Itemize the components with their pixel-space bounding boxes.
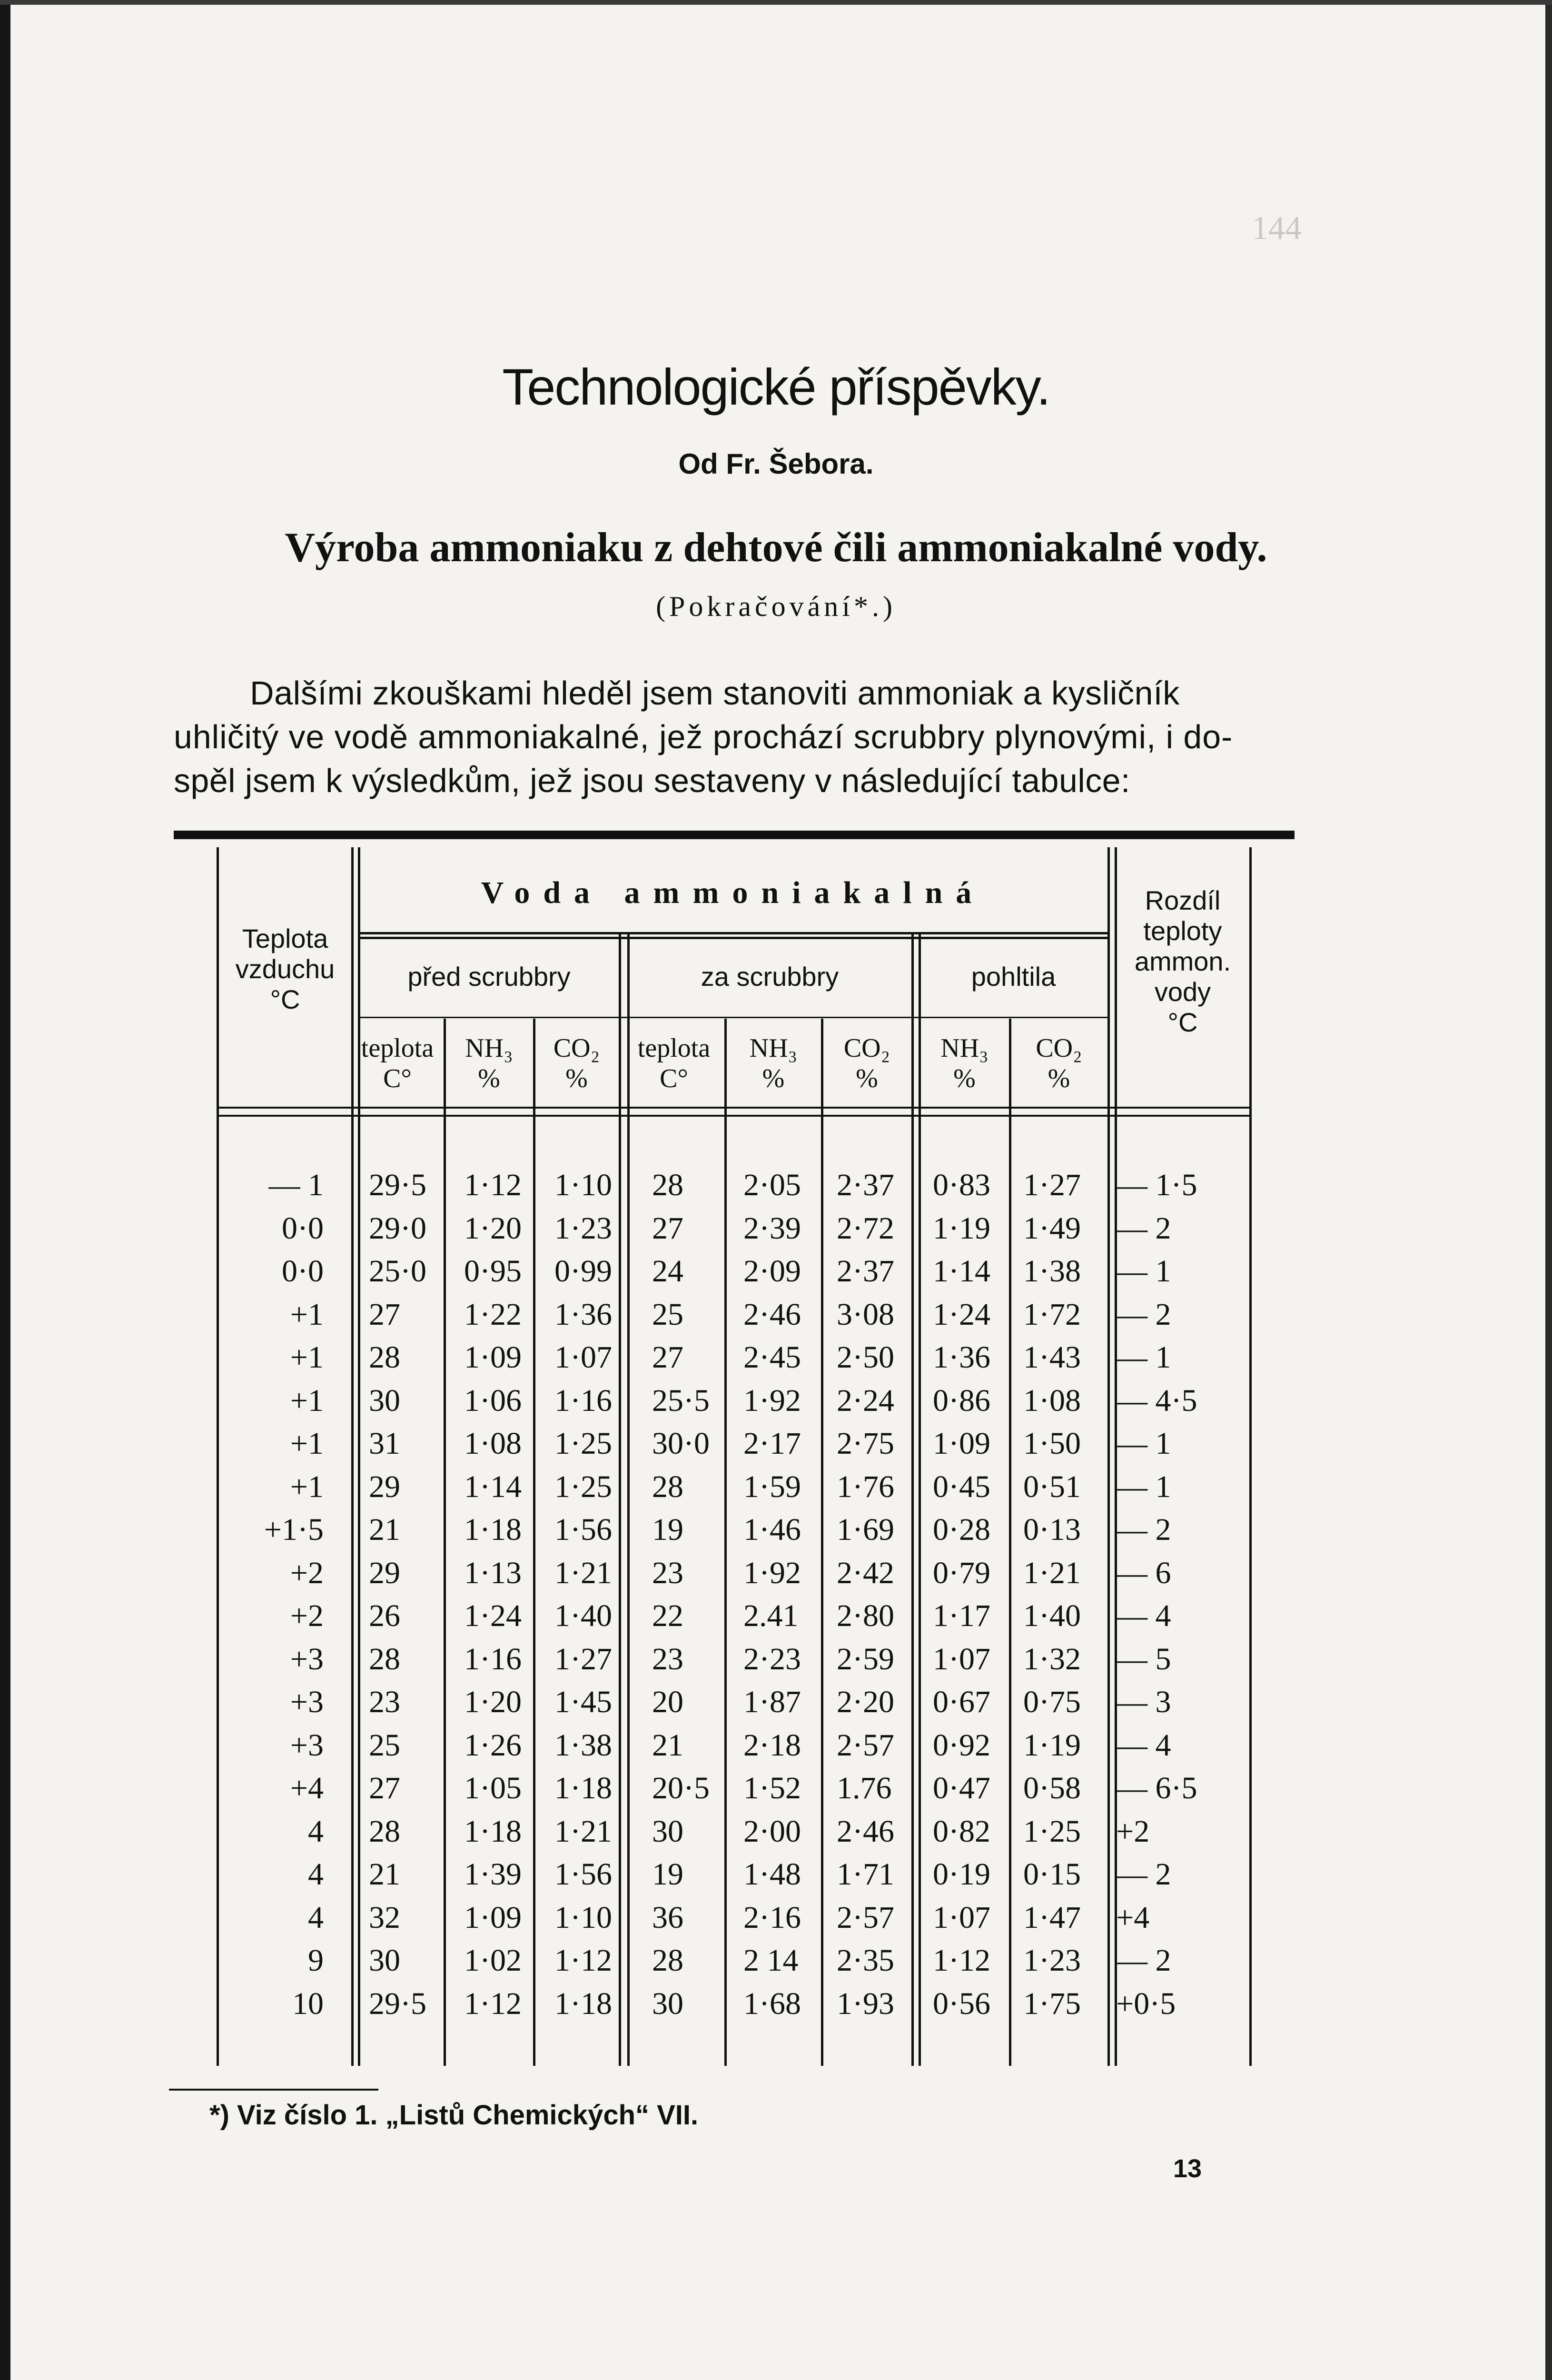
table-cell-before_nh3: 1·16 [464,1641,522,1676]
table-cell-after_co2: 2·37 [837,1168,894,1202]
table-cell-before_nh3: 1·05 [464,1771,522,1805]
table-cell-after_nh3: 2·18 [743,1727,801,1763]
table-cell-absorbed_nh3: 1·07 [933,1900,990,1935]
header-line: Teplota [242,923,328,953]
unit-line: CO₂ [843,1033,890,1063]
header-line: Rozdíl [1145,885,1221,915]
table-rule [217,1115,1252,1117]
table-cell-before_co2: 1·25 [554,1426,612,1461]
table-cell-after_co2: 2·46 [837,1814,894,1849]
unit-co2 [822,1033,911,1094]
table-cell-after_co2: 2·72 [837,1210,894,1246]
table-rule [627,933,630,2066]
table-cell-absorbed_co2: 1·25 [1023,1814,1081,1849]
table-cell-before_nh3: 1·13 [464,1555,522,1590]
table-cell-absorbed_co2: 1·43 [1023,1340,1081,1375]
table-cell-absorbed_co2: 1·75 [1023,1986,1081,2021]
table-cell-absorbed_nh3: 1·07 [933,1641,990,1676]
continuation-note: (Pokračování*.) [656,591,896,622]
header-line: °C [1167,1007,1198,1037]
table-rule [351,847,354,2066]
table-cell-absorbed_nh3: 0·86 [933,1383,990,1418]
table-cell-air_temp: +2 [290,1598,324,1633]
table-cell-before_co2: 1·10 [554,1168,612,1202]
table-cell-air_temp: 10 [292,1986,324,2021]
table-cell-before_co2: 1·36 [554,1297,612,1332]
table-cell-after_nh3: 2·05 [743,1168,801,1202]
table-cell-absorbed_co2: 1·27 [1023,1168,1081,1202]
table-rule [724,1019,727,2066]
table-cell-before_co2: 1·07 [554,1340,612,1375]
unit-temp [623,1033,724,1094]
table-cell-absorbed_nh3: 1·19 [933,1210,990,1246]
table-cell-temp_diff: — 1 [1116,1340,1171,1375]
table-cell-after_co2: 2·59 [837,1641,894,1676]
table-cell-before_co2: 1·18 [554,1986,612,2021]
table-cell-before_temp: 29·5 [369,1986,426,2021]
table-cell-after_co2: 2·35 [837,1943,894,1978]
table-cell-absorbed_nh3: 0·79 [933,1555,990,1590]
table-cell-before_temp: 29·0 [369,1210,426,1246]
table-cell-after_co2: 2·75 [837,1426,894,1461]
table-cell-after_temp: 21 [652,1727,683,1763]
table-cell-after_temp: 36 [652,1900,683,1935]
table-cell-before_nh3: 0·95 [464,1254,522,1289]
table-cell-absorbed_co2: 1·38 [1023,1254,1081,1289]
table-cell-absorbed_co2: 1·32 [1023,1641,1081,1676]
table-cell-before_nh3: 1·14 [464,1469,522,1504]
table-cell-after_nh3: 2·16 [743,1900,801,1935]
table-rule [358,847,360,2066]
table-cell-temp_diff: — 2 [1116,1512,1171,1547]
table-rule [217,1107,1252,1109]
table-cell-after_temp: 19 [652,1512,683,1547]
table-cell-absorbed_co2: 0·75 [1023,1685,1081,1719]
table-cell-absorbed_nh3: 1·24 [933,1297,990,1332]
table-cell-before_nh3: 1·18 [464,1814,522,1849]
table-cell-after_nh3: 1·92 [743,1555,801,1590]
table-cell-absorbed_nh3: 0·67 [933,1685,990,1719]
table-cell-before_nh3: 1·09 [464,1900,522,1935]
table-cell-after_temp: 20·5 [652,1771,710,1805]
table-cell-before_co2: 1·18 [554,1771,612,1805]
table-rule [1107,847,1110,2066]
table-cell-temp_diff: — 5 [1116,1641,1171,1676]
table-cell-air_temp: +1 [290,1297,324,1332]
unit-line: NH₃ [749,1033,798,1063]
table-cell-absorbed_nh3: 1·09 [933,1426,990,1461]
table-cell-absorbed_nh3: 0·47 [933,1771,990,1805]
table-cell-temp_diff: +4 [1116,1900,1150,1935]
table-cell-air_temp: +1·5 [264,1512,324,1547]
table-cell-temp_diff: +0·5 [1116,1986,1176,2021]
table-cell-absorbed_nh3: 1·12 [933,1943,990,1978]
table-cell-after_co2: 1·76 [837,1469,894,1504]
table-cell-before_nh3: 1·09 [464,1340,522,1375]
table-cell-before_temp: 30 [369,1943,400,1978]
table-cell-air_temp: +1 [290,1383,324,1418]
table-cell-after_nh3: 1·87 [743,1685,801,1719]
header-line: °C [270,984,300,1014]
unit-line: % [762,1064,785,1093]
table-cell-after_nh3: 2·17 [743,1426,801,1461]
paragraph-line: uhličitý ve vodě ammoniakalné, jež prochází scrubbry plynovými, i do- [174,718,1233,755]
table-cell-before_temp: 23 [369,1685,400,1719]
table-cell-absorbed_co2: 1·50 [1023,1426,1081,1461]
article-subtitle: Výroba ammoniaku z dehtové čili ammoniakalné vody. [285,525,1267,571]
table-cell-before_temp: 28 [369,1814,400,1849]
unit-nh3 [920,1033,1009,1094]
table-cell-after_nh3: 1·59 [743,1469,801,1504]
table-cell-air_temp: 4 [308,1857,324,1892]
table-cell-absorbed_nh3: 1·17 [933,1598,990,1633]
table-cell-air_temp: +1 [290,1469,324,1504]
table-cell-before_temp: 29 [369,1469,400,1504]
table-cell-temp_diff: — 2 [1116,1210,1171,1246]
table-cell-absorbed_co2: 1·40 [1023,1598,1081,1633]
table-cell-after_nh3: 1·92 [743,1383,801,1418]
table-cell-absorbed_nh3: 0·83 [933,1168,990,1202]
table-cell-absorbed_co2: 1·19 [1023,1727,1081,1763]
table-cell-after_nh3: 2·09 [743,1254,801,1289]
table-cell-air_temp: +3 [290,1685,324,1719]
table-cell-absorbed_co2: 1·08 [1023,1383,1081,1418]
table-rule [1009,1019,1011,2066]
table-cell-before_temp: 32 [369,1900,400,1935]
table-cell-after_co2: 1·93 [837,1986,894,2021]
unit-co2 [534,1033,619,1094]
scan-edge-top [0,0,1552,5]
footnote: *) Viz číslo 1. „Listů Chemických“ VII. [209,2100,699,2131]
table-cell-after_nh3: 1·52 [743,1771,801,1805]
table-cell-absorbed_nh3: 1·36 [933,1340,990,1375]
footnote-rule [169,2089,378,2091]
table-cell-temp_diff: — 3 [1116,1685,1171,1719]
header-line: vody [1154,977,1211,1007]
table-cell-absorbed_co2: 0·51 [1023,1469,1081,1504]
table-cell-after_temp: 25 [652,1297,683,1332]
table-cell-temp_diff: — 2 [1116,1857,1171,1892]
paragraph-line: Dalšími zkouškami hleděl jsem stanoviti ammoniak a kysličník [250,674,1180,712]
table-cell-absorbed_co2: 1·72 [1023,1297,1081,1332]
table-cell-temp_diff: +2 [1116,1814,1150,1849]
table-cell-air_temp: 4 [308,1814,324,1849]
unit-line: CO₂ [553,1033,600,1063]
table-cell-before_co2: 1·38 [554,1727,612,1763]
table-cell-absorbed_nh3: 0·19 [933,1857,990,1892]
table-cell-after_temp: 30 [652,1986,683,2021]
table-cell-after_nh3: 1·48 [743,1857,801,1892]
table-rule [619,933,621,2066]
table-cell-after_temp: 22 [652,1598,683,1633]
table-cell-before_nh3: 1·20 [464,1210,522,1246]
table-cell-before_temp: 27 [369,1771,400,1805]
table-cell-temp_diff: — 4 [1116,1598,1171,1633]
table-cell-absorbed_co2: 1·47 [1023,1900,1081,1935]
table-cell-after_temp: 28 [652,1943,683,1978]
table-cell-after_co2: 2·24 [837,1383,894,1418]
table-cell-before_temp: 31 [369,1426,400,1461]
table-cell-air_temp: — 1 [268,1168,324,1202]
table-cell-after_temp: 27 [652,1340,683,1375]
table-cell-after_co2: 2·57 [837,1727,894,1763]
table-cell-before_co2: 1·56 [554,1512,612,1547]
table-cell-temp_diff: — 2 [1116,1297,1171,1332]
table-cell-temp_diff: — 4 [1116,1727,1171,1763]
unit-line: CO₂ [1036,1033,1082,1063]
unit-temp [347,1033,447,1094]
col-header-air-temp [219,923,351,1015]
table-cell-before_co2: 1·21 [554,1555,612,1590]
header-line: teploty [1143,916,1222,946]
intro-paragraph [174,671,1297,803]
table-rule [444,1019,446,2066]
table-cell-before_co2: 1·16 [554,1383,612,1418]
table-cell-before_nh3: 1·12 [464,1986,522,2021]
table-cell-after_temp: 23 [652,1555,683,1590]
table-cell-before_co2: 1·10 [554,1900,612,1935]
page-number: 13 [1173,2154,1202,2183]
table-cell-after_nh3: 1·68 [743,1986,801,2021]
table-rule [1249,847,1252,2066]
table-cell-temp_diff: — 2 [1116,1943,1171,1978]
table-cell-after_co2: 2·50 [837,1340,894,1375]
table-cell-before_temp: 28 [369,1340,400,1375]
unit-line: % [1048,1064,1070,1093]
table-cell-after_co2: 1.76 [837,1771,892,1805]
table-cell-temp_diff: — 1 [1116,1469,1171,1504]
table-cell-after_temp: 23 [652,1641,683,1676]
table-cell-absorbed_nh3: 0·82 [933,1814,990,1849]
paragraph-line: spěl jsem k výsledkům, jež jsou sestaveny v následující tabulce: [174,762,1130,799]
table-rule [359,937,1107,939]
table-cell-after_nh3: 2·39 [743,1210,801,1246]
table-cell-after_temp: 28 [652,1469,683,1504]
table-cell-air_temp: 4 [308,1900,324,1935]
table-cell-after_co2: 1·71 [837,1857,894,1892]
table-cell-temp_diff: — 1 [1116,1426,1171,1461]
table-cell-before_co2: 1·21 [554,1814,612,1849]
table-cell-before_temp: 29·5 [369,1168,426,1202]
table-cell-before_nh3: 1·39 [464,1857,522,1892]
unit-nh3 [445,1033,533,1094]
table-cell-absorbed_co2: 1·21 [1023,1555,1081,1590]
subheader-absorbed: pohltila [971,962,1056,992]
table-cell-after_co2: 2·37 [837,1254,894,1289]
table-cell-before_co2: 0·99 [554,1254,612,1289]
table-rule [821,1019,823,2066]
table-cell-before_nh3: 1·08 [464,1426,522,1461]
table-cell-after_nh3: 2·23 [743,1641,801,1676]
table-cell-before_nh3: 1·24 [464,1598,522,1633]
table-cell-before_nh3: 1·02 [464,1943,522,1978]
table-cell-before_co2: 1·27 [554,1641,612,1676]
table-cell-after_co2: 1·69 [837,1512,894,1547]
table-rule [533,1019,535,2066]
table-cell-temp_diff: — 6·5 [1116,1771,1197,1805]
table-cell-temp_diff: — 4·5 [1116,1383,1197,1418]
table-cell-before_temp: 25·0 [369,1254,426,1289]
table-cell-absorbed_co2: 0·58 [1023,1771,1081,1805]
table-rule [359,1017,1107,1018]
table-cell-after_co2: 2·42 [837,1555,894,1590]
table-cell-before_nh3: 1·20 [464,1685,522,1719]
table-cell-after_temp: 25·5 [652,1383,710,1418]
table-cell-before_co2: 1·25 [554,1469,612,1504]
table-cell-before_temp: 26 [369,1598,400,1633]
table-cell-air_temp: +2 [290,1555,324,1590]
table-cell-absorbed_co2: 1·49 [1023,1210,1081,1246]
header-line: ammon. [1134,946,1231,976]
table-cell-before_temp: 29 [369,1555,400,1590]
page-title: Technologické příspěvky. [502,358,1050,416]
table-cell-air_temp: 0·0 [282,1210,324,1246]
table-cell-before_nh3: 1·18 [464,1512,522,1547]
table-cell-absorbed_co2: 0·13 [1023,1512,1081,1547]
unit-line: C° [660,1064,688,1093]
unit-nh3 [726,1033,821,1094]
unit-line: teplota [361,1033,434,1063]
table-cell-after_temp: 30 [652,1814,683,1849]
table-cell-after_co2: 2·20 [837,1685,894,1719]
table-cell-absorbed_nh3: 0·28 [933,1512,990,1547]
unit-line: % [565,1064,588,1093]
table-top-rule [174,831,1295,839]
table-cell-after_nh3: 1·46 [743,1512,801,1547]
table-cell-after_temp: 27 [652,1210,683,1246]
table-cell-after_temp: 20 [652,1685,683,1719]
subheader-after-scrubbers: za scrubbry [701,962,839,992]
table-cell-absorbed_co2: 0·15 [1023,1857,1081,1892]
table-cell-before_co2: 1·56 [554,1857,612,1892]
table-cell-after_nh3: 2·00 [743,1814,801,1849]
table-cell-before_temp: 25 [369,1727,400,1763]
table-cell-before_co2: 1·45 [554,1685,612,1719]
subheader-before-scrubbers: před scrubbry [407,962,571,992]
table-cell-before_nh3: 1·26 [464,1727,522,1763]
table-rule [359,932,1107,934]
table-cell-before_temp: 21 [369,1857,400,1892]
faint-bleed-number: 144 [1252,210,1302,247]
header-line: vzduchu [235,954,335,984]
table-cell-temp_diff: — 1 [1116,1254,1171,1289]
table-cell-air_temp: +4 [290,1771,324,1805]
table-cell-after_nh3: 2.41 [743,1598,799,1633]
table-cell-absorbed_nh3: 0·92 [933,1727,990,1763]
table-cell-air_temp: +1 [290,1340,324,1375]
table-cell-before_co2: 1·23 [554,1210,612,1246]
table-cell-absorbed_co2: 1·23 [1023,1943,1081,1978]
unit-line: NH₃ [465,1033,513,1063]
author-line: Od Fr. Šebora. [678,448,874,480]
table-cell-before_temp: 30 [369,1383,400,1418]
table-cell-after_temp: 24 [652,1254,683,1289]
table-cell-air_temp: +3 [290,1641,324,1676]
table-cell-after_nh3: 2 14 [743,1943,799,1978]
unit-line: NH₃ [940,1033,989,1063]
col-header-temp-diff [1116,885,1249,1038]
group-header-ammonia-water: Voda ammoniakalná [481,875,985,910]
table-cell-absorbed_nh3: 0·45 [933,1469,990,1504]
table-cell-before_nh3: 1·22 [464,1297,522,1332]
unit-line: teplota [637,1033,711,1063]
table-cell-after_co2: 3·08 [837,1297,894,1332]
table-cell-before_nh3: 1·12 [464,1168,522,1202]
table-cell-before_temp: 21 [369,1512,400,1547]
table-rule [911,933,914,2066]
table-cell-before_co2: 1·12 [554,1943,612,1978]
table-cell-after_co2: 2·57 [837,1900,894,1935]
table-cell-temp_diff: — 6 [1116,1555,1171,1590]
table-cell-air_temp: 9 [308,1943,324,1978]
table-cell-air_temp: +1 [290,1426,324,1461]
table-cell-air_temp: +3 [290,1727,324,1763]
table-cell-before_temp: 28 [369,1641,400,1676]
table-cell-after_co2: 2·80 [837,1598,894,1633]
table-cell-before_co2: 1·40 [554,1598,612,1633]
table-rule [919,933,921,2066]
table-cell-after_nh3: 2·45 [743,1340,801,1375]
unit-line: % [953,1064,976,1093]
table-cell-after_temp: 19 [652,1857,683,1892]
table-cell-after_nh3: 2·46 [743,1297,801,1332]
table-cell-after_temp: 28 [652,1168,683,1202]
table-cell-before_nh3: 1·06 [464,1383,522,1418]
table-cell-absorbed_nh3: 0·56 [933,1986,990,2021]
table-cell-after_temp: 30·0 [652,1426,710,1461]
unit-line: C° [383,1064,412,1093]
unit-line: % [856,1064,878,1093]
unit-co2 [1010,1033,1107,1094]
table-cell-absorbed_nh3: 1·14 [933,1254,990,1289]
table-cell-air_temp: 0·0 [282,1254,324,1289]
unit-line: % [478,1064,500,1093]
table-cell-temp_diff: — 1·5 [1116,1168,1197,1202]
table-cell-before_temp: 27 [369,1297,400,1332]
